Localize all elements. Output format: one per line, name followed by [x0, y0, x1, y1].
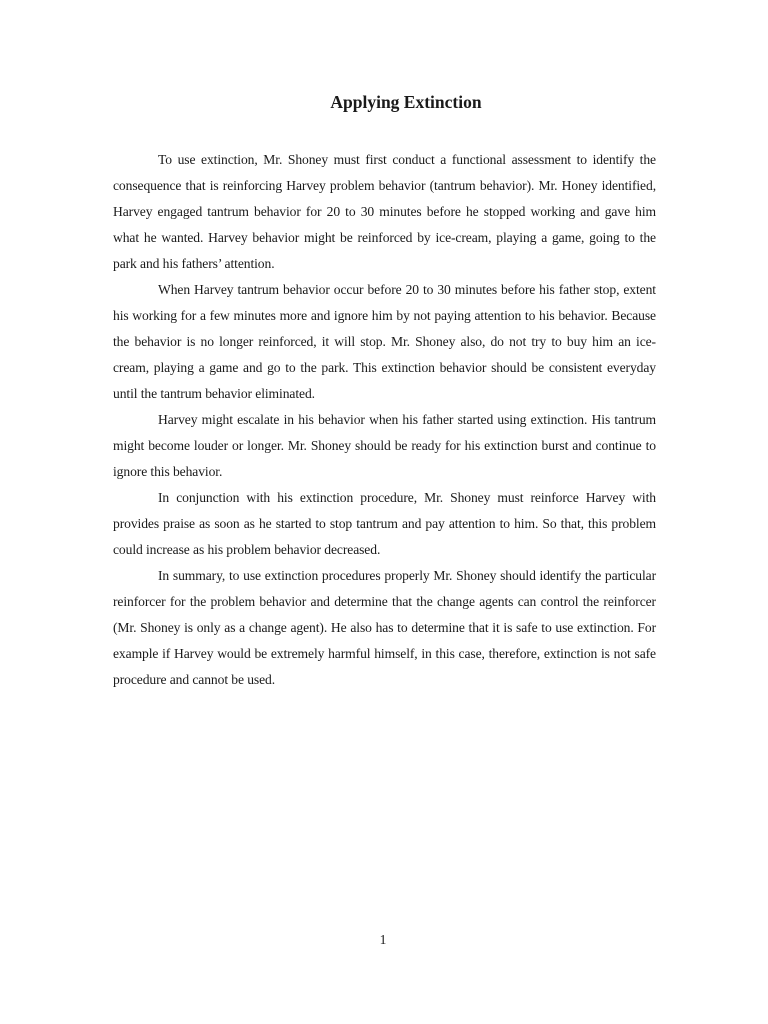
page-number: 1 — [379, 932, 387, 947]
paragraph-2: When Harvey tantrum behavior occur before 20 to 30 minutes before his father stop, extent his working for a few minutes more and ignore him by not paying attention to his behavior. Because the behavior is no longer reinforced, it will stop. Mr. Shoney also, do not try to buy him an ice-cream, playing a game and go to the park. This extinction behavior should be consistent everyday until the tantrum behavior eliminated. — [113, 282, 656, 401]
document-body — [113, 147, 656, 693]
paragraph-5: In summary, to use extinction procedures properly Mr. Shoney should identify the particular reinforcer for the problem behavior and determine that the change agents can control the reinforcer (Mr. Shoney is only as a change agent). He also has to determine that it is safe to use extinction. For example if Harvey would be extremely harmful himself, in this case, therefore, extinction is not safe procedure and cannot be used. — [113, 568, 656, 687]
paragraph-4: In conjunction with his extinction procedure, Mr. Shoney must reinforce Harvey with provides praise as soon as he started to stop tantrum and pay attention to him. So that, this problem could increase as his problem behavior decreased. — [113, 490, 656, 557]
paragraph-3: Harvey might escalate in his behavior when his father started using extinction. His tantrum might become louder or longer. Mr. Shoney should be ready for his extinction burst and continue to ignore this behavior. — [113, 412, 656, 479]
paragraph-1: To use extinction, Mr. Shoney must first conduct a functional assessment to identify the consequence that is reinforcing Harvey problem behavior (tantrum behavior). Mr. Honey identified, Harvey engaged tantrum behavior for 20 to 30 minutes before he stopped working and gave him what he wanted. Harvey behavior might be reinforced by ice-cream, playing a game, going to the park and his fathers’ attention. — [113, 152, 656, 271]
document-title: Applying Extinction — [330, 92, 482, 112]
